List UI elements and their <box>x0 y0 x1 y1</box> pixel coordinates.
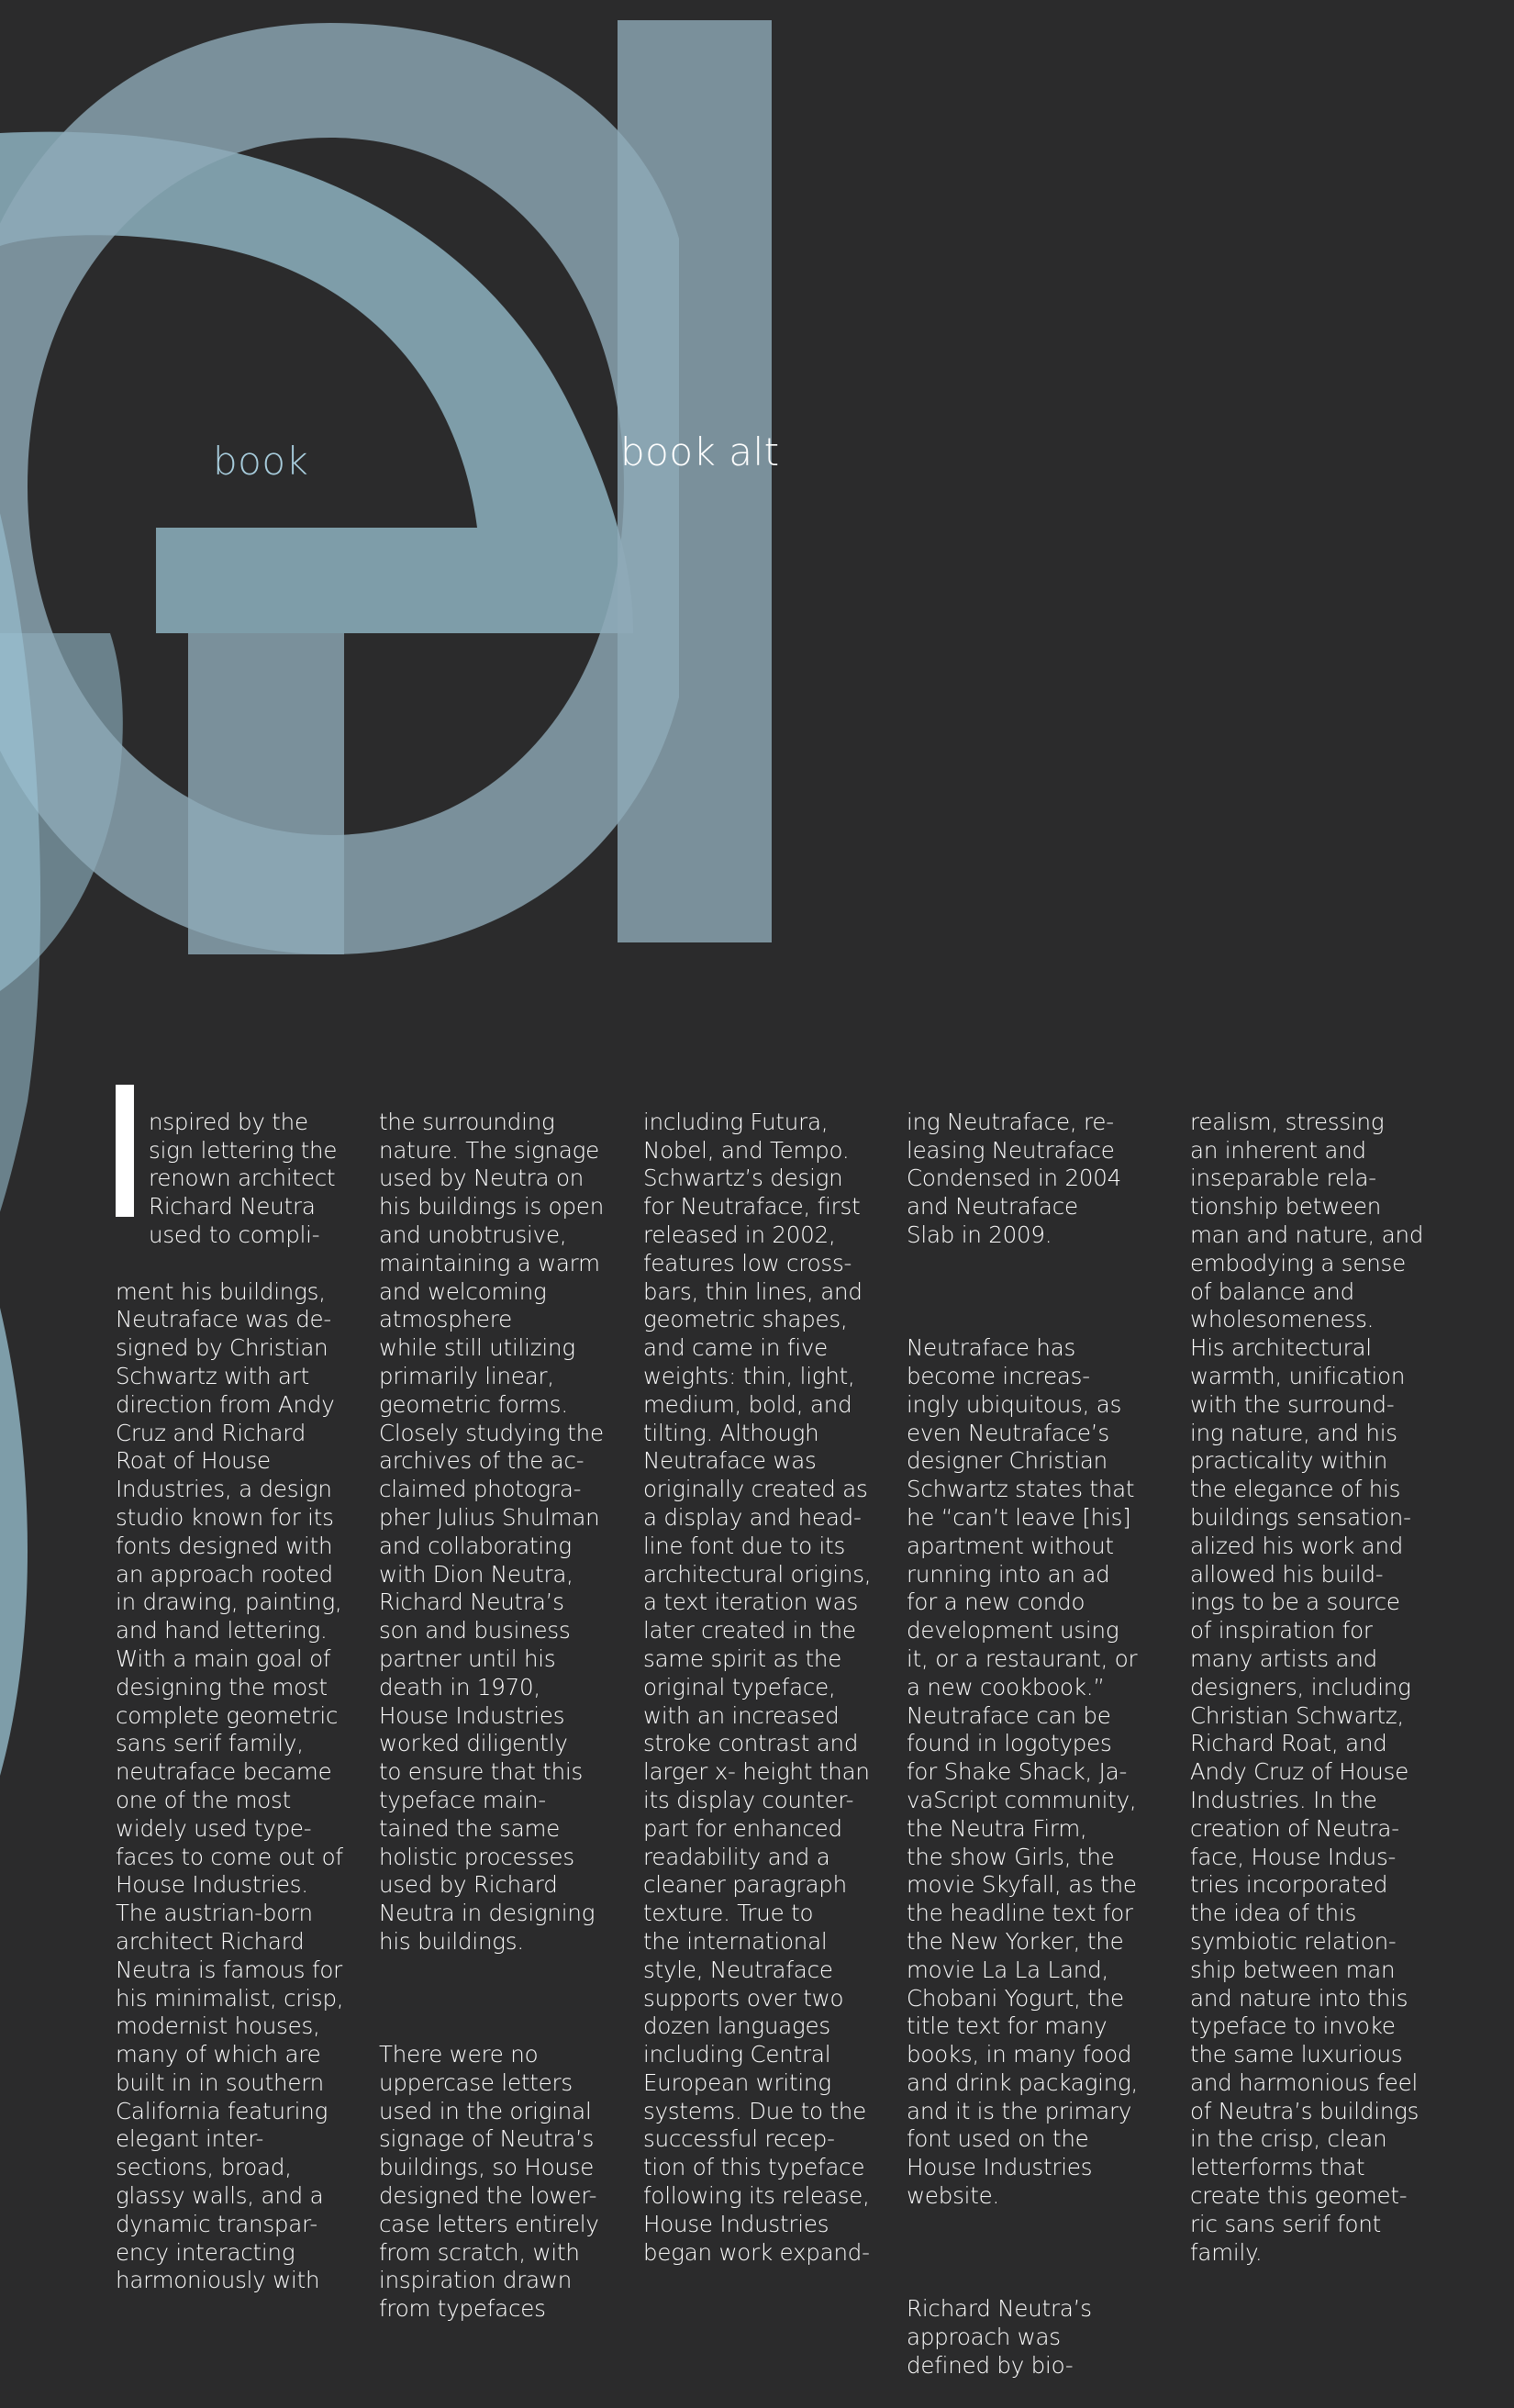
paragraph: There were no uppercase letters used in the original signage of Neutra’s buildings, so House designed the lower- case letters entirely from scratch, with inspiration drawn from typefaces <box>379 2041 599 2323</box>
text-column-3 <box>643 1080 891 2295</box>
paragraph: ment his buildings, Neutraface was de- signed by Christian Schwartz with art direction from Andy Cruz and Richard Roat of House Industries, a design studio known for its fonts designed with an approach rooted in drawing, painting, and hand lettering. With a main goal of designing the most complete geometric sans serif family, neutraface became one of the most widely used type- faces to come out of House Industries. The austrian-born architect Richard Neutra is famous for his minimalist, crisp, modernist houses, many of which are built in in southern California featuring elegant inter- sections, broad, glassy walls, and a dynamic transpar- ency interacting harmoniously with <box>116 1277 344 2294</box>
label-book: book <box>213 439 309 484</box>
paragraph: the surrounding nature. The signage used by Neutra on his buildings is open and unobtrusive, maintaining a warm and welcoming atmosphere while still utilizing primarily linear, geometric forms. Closely studying the archives of the ac- claimed photogra- pher Julius Shulman and collaborating with Dion Neutra, Richard Neutra’s son and business partner until his death in 1970, House Industries worked diligently to ensure that this typeface main- tained the same holistic processes used by Richard Neutra in designing his buildings. <box>379 1108 605 1955</box>
text-column-4 <box>907 1080 1159 2408</box>
letter-a-glyph <box>0 20 772 954</box>
text-column-5 <box>1190 1080 1442 2295</box>
paragraph: including Futura, Nobel, and Tempo. Schwartz’s design for Neutraface, first released in 2002, features low cross- bars, thin lines, and geometric shapes, and came in five weights: thin, light, medium, bold, and tilting. Although Neutraface was originally created as a display and head- line font due to its architectural origins, a text iteration was later created in the same spirit as the original typeface, with an increased stroke contrast and larger x- height than its display counter- part for enhanced readability and a cleaner paragraph texture. True to the international style, Neutraface supports over two dozen languages including Central European writing systems. Due to the successful recep- tion of this typeface following its release, House Industries began work expand- <box>643 1108 872 2266</box>
paragraph-lead: nspired by the sign lettering the renown architect Richard Neutra used to compli- <box>149 1108 338 1248</box>
paragraph: Neutraface has become increas- ingly ubiquitous, as even Neutraface’s designer Christian Schwartz states that he “can’t leave [his] apartment without running into an ad for a new condo development using it, or a restaurant, or a new cookbook.” Neutraface can be found in logotypes for Shake Shack, Ja- vaScript community, the Neutra Firm, the show Girls, the movie Skyfall, as the the headline text for the New Yorker, the movie La La Land, Chobani Yogurt, the title text for many books, in many food and drink packaging, and it is the primary font used on the House Industries website. <box>907 1334 1139 2210</box>
text-column-1 <box>116 1080 363 2352</box>
label-book-alt: book alt <box>620 429 780 474</box>
paragraph: ing Neutraface, re- leasing Neutraface Condensed in 2004 and Neutraface Slab in 2009. <box>907 1108 1122 1248</box>
paragraph: Richard Neutra’s approach was defined by bio- <box>907 2295 1092 2379</box>
text-column-2 <box>379 1080 627 2352</box>
paragraph: realism, stressing an inherent and inseparable rela- tionship between man and nature, and embodying a sense of balance and wholesomeness. His architectural warmth, unification with the surround- ing nature, and his practicality within the elegance of his buildings sensation- alized his work and allowed his build- ings to be a source of inspiration for many artists and designers, including Christian Schwartz, Richard Roat, and Andy Cruz of House Industries. In the creation of Neutra- face, House Indus- tries incorporated the idea of this symbiotic relation- ship between man and nature into this typeface to invoke the same luxurious and harmonious feel of Neutra’s buildings in the crisp, clean letterforms that create this geomet- ric sans serif font family. <box>1190 1108 1424 2266</box>
